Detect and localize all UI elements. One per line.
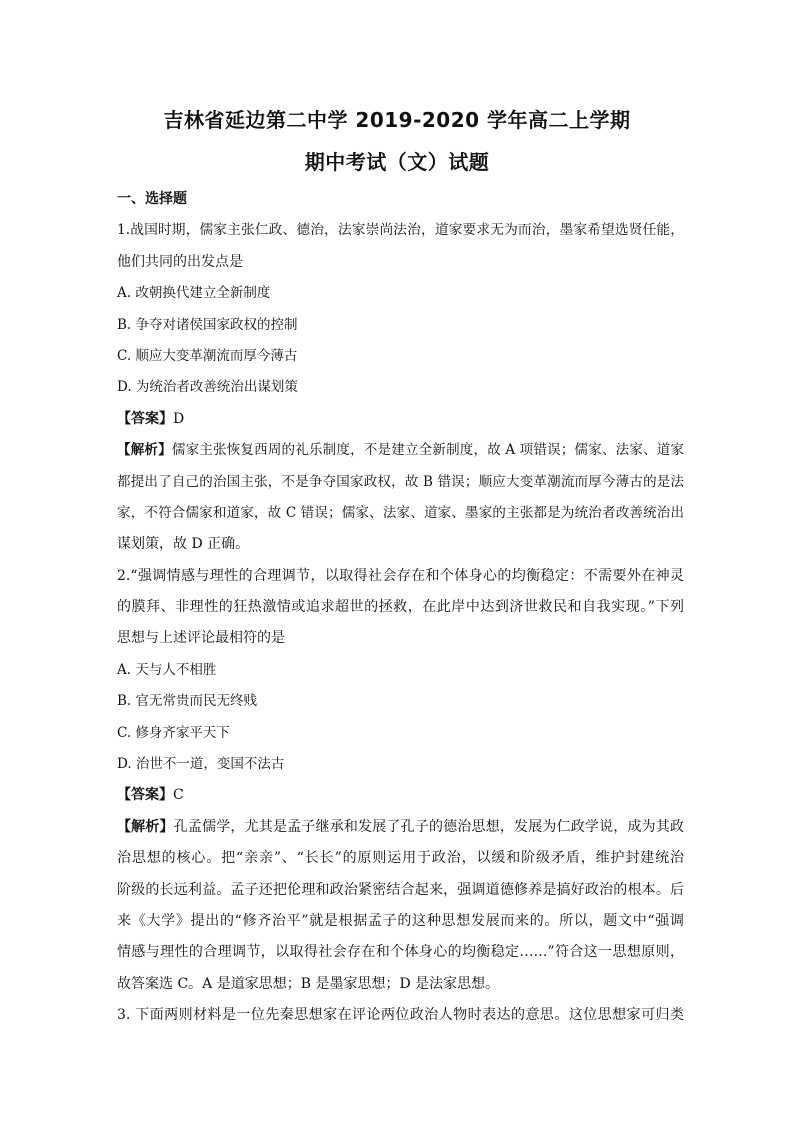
q2-analysis-line-5: 情感与理性的合理调节，以取得社会存在和个体身心的均衡稳定……”符合这一思想原则， — [117, 944, 684, 961]
q3-stem-line-1: 3. 下面两则材料是一位先秦思想家在评论两位政治人物时表达的意思。这位思想家可归类 — [117, 1007, 684, 1024]
analysis-tag: 【解析】 — [117, 818, 174, 835]
q2-option-b: B. 官无常贵而民无终贱 — [117, 693, 258, 710]
q2-analysis-line-2: 治思想的核心。把“亲亲”、“长长”的原则运用于政治，以缓和阶级矛盾，维护封建统治 — [117, 850, 684, 867]
q2-analysis-line-6: 故答案选 C。A 是道家思想；B 是墨家思想；D 是法家思想。 — [117, 975, 500, 992]
q1-analysis-line-3: 家，不符合儒家和道家，故 C 错误；儒家、法家、道家、墨家的主张都是为统治者改善统治出 — [117, 504, 684, 521]
q1-option-d: D. 为统治者改善统治出谋划策 — [117, 379, 298, 396]
answer-tag: 【答案】 — [117, 787, 173, 804]
analysis-text: 孔孟儒学，尤其是孟子继承和发展了孔子的德治思想，发展为仁政学说，成为其政 — [173, 818, 684, 835]
q2-analysis-line-4: 来《大学》提出的“修齐治平”就是根据孟子的这种思想发展而来的。所以，题文中“强调 — [117, 912, 684, 929]
q1-option-c: C. 顺应大变革潮流而厚今薄古 — [117, 347, 298, 364]
q2-analysis-line-3: 阶级的长远利益。孟子还把伦理和政治紧密结合起来，强调道德修养是搞好政治的根本。后 — [117, 881, 684, 898]
answer-value: C — [173, 787, 184, 804]
q1-analysis-line-2: 都提出了自己的治国主张，不是争夺国家政权，故 B 错误；顺应大变革潮流而厚今薄古的是法 — [117, 473, 684, 490]
q2-stem-line-3: 思想与上述评论最相符的是 — [117, 630, 285, 647]
analysis-text: 儒家主张恢复西周的礼乐制度，不是建立全新制度，故 A 项错误；儒家、法家、道家 — [171, 442, 685, 459]
q2-stem-line-2: 的膜拜、非理性的狂热激情或追求超世的拯救，在此岸中达到济世救民和自我实现。”下列 — [117, 599, 684, 616]
title-line-2: 期中考试（文）试题 — [304, 150, 490, 174]
q1-analysis-line-1 — [117, 435, 684, 466]
q1-answer — [117, 404, 684, 435]
q2-answer — [117, 780, 684, 811]
q2-option-a: A. 天与人不相胜 — [117, 661, 217, 678]
analysis-tag: 【解析】 — [117, 442, 172, 459]
q1-option-b: B. 争夺对诸侯国家政权的控制 — [117, 316, 298, 333]
section-heading: 一、选择题 — [117, 191, 187, 207]
q1-stem-line-2: 他们共同的出发点是 — [117, 253, 243, 270]
answer-tag: 【答案】 — [117, 410, 173, 427]
q2-stem-line-1: 2.“强调情感与理性的合理调节，以取得社会存在和个体身心的均衡稳定：不需要外在神灵 — [117, 567, 684, 584]
q1-analysis-line-4: 谋划策，故 D 正确。 — [117, 536, 250, 553]
q2-analysis-line-1 — [117, 812, 684, 843]
q1-option-a: A. 改朝换代建立全新制度 — [117, 285, 271, 302]
title-line-1: 吉林省延边第二中学 2019-2020 学年高二上学期 — [163, 108, 631, 132]
document-body — [117, 184, 684, 1032]
q1-stem-line-1: 1.战国时期，儒家主张仁政、德治，法家崇尚法治，道家要求无为而治，墨家希望选贤任能， — [117, 222, 684, 239]
answer-value: D — [173, 410, 185, 427]
q2-option-c: C. 修身齐家平天下 — [117, 724, 230, 741]
q2-option-d: D. 治世不一道，变国不法古 — [117, 756, 285, 773]
